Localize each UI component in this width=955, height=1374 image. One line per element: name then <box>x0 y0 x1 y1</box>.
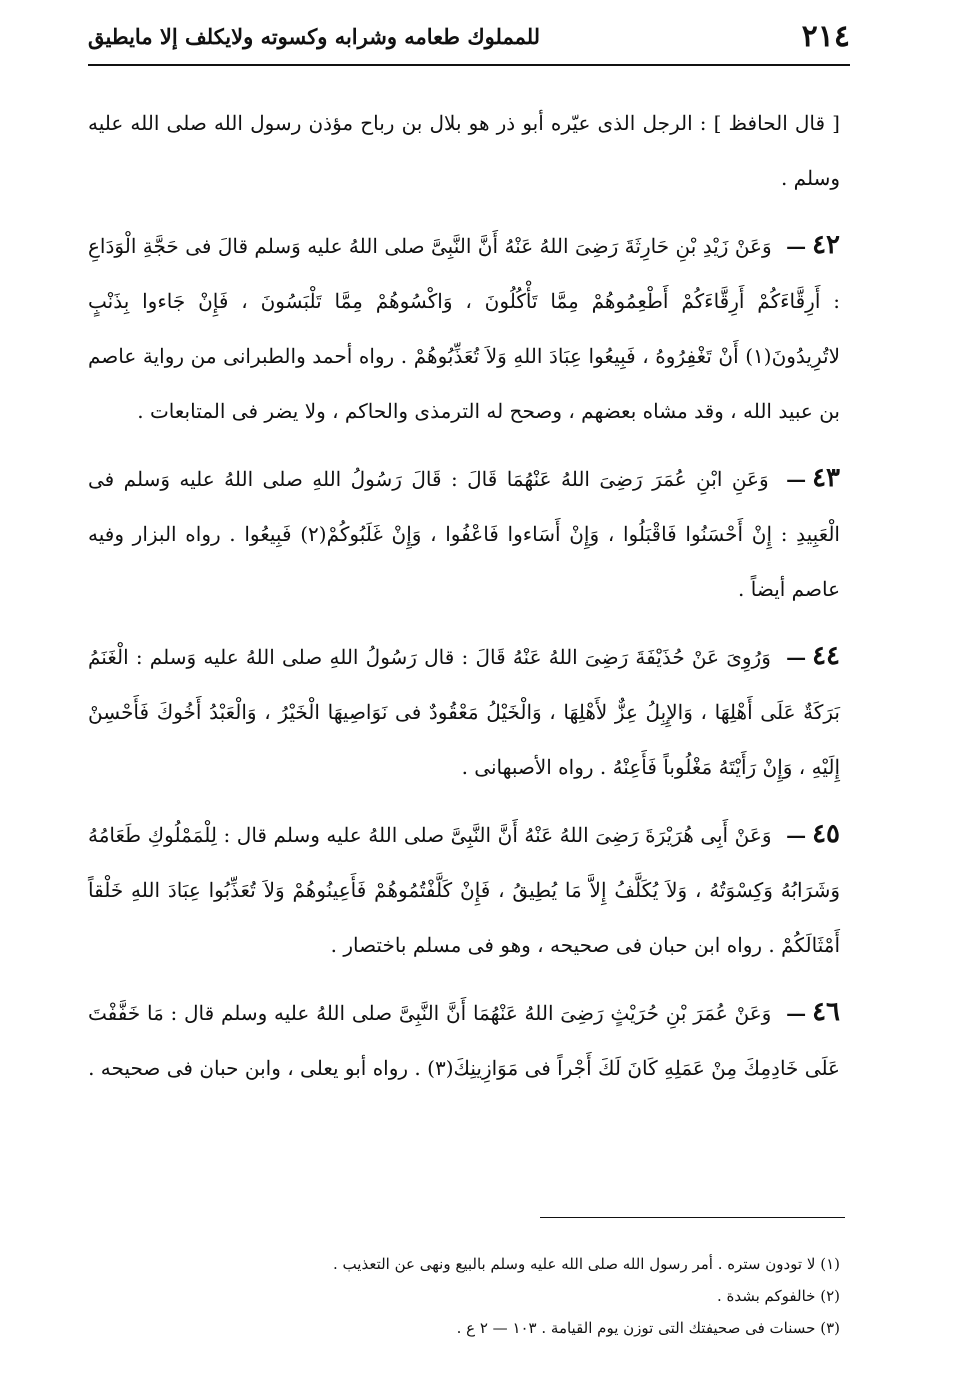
footnote-1 <box>150 1248 840 1280</box>
hadith-number: ٤٢ <box>812 230 841 260</box>
hadith-text: وَعَنْ أَبِى هُرَيْرَةَ رَضِىَ اللهُ عَنْهُ أَنَّ النَّبِىَّ صلى اللهُ عليه وسلم قال : لِلْمَمْلُوكِ طَعَامُهُ وَشَرَابُهُ وَكِسْوَتُهُ ، وَلاَ يُكَلَّفُ إِلاَّ مَا يُطِيقُ ، فَإِنْ كَلَّفْتُمُوهُمْ فَأَعِينُوهُمْ وَلاَ تُعَذِّبُوا عِبَادَ اللهِ خَلْقاً أَمْثَالَكُمْ . رواه ابن حبان فى صحيحه ، وهو فى مسلم باختصار . <box>88 823 840 957</box>
running-title: للمملوك طعامه وشرابه وكسوته ولايكلف إلا مايطيق <box>88 23 541 49</box>
footnote-marker: (٣) <box>820 1319 840 1337</box>
footnote-2 <box>150 1280 840 1312</box>
footnote-text: حسنات فى صحيفتك التى توزن يوم القيامة . ١٠٣ — ٢ ع . <box>456 1319 816 1337</box>
main-text <box>88 96 840 1108</box>
header-rule <box>88 64 850 66</box>
page-number: ٢١٤ <box>801 18 850 54</box>
footnote-marker: (٢) <box>820 1287 840 1305</box>
paragraph-hafiz-note <box>88 96 840 206</box>
footnote-3 <box>150 1312 840 1344</box>
number-dash: — <box>786 234 807 258</box>
hadith-42 <box>88 218 840 439</box>
page-header <box>88 12 850 60</box>
hadith-44 <box>88 629 840 795</box>
hadith-46 <box>88 985 840 1096</box>
footnote-rule <box>540 1217 845 1218</box>
number-dash: — <box>786 1001 807 1025</box>
hadith-text: وَعَنْ عُمَرَ بْنِ حُرَيْثٍ رَضِىَ اللهُ عَنْهُمَا أَنَّ النَّبِىَّ صلى اللهُ عليه وسلم قال : مَا خَفَّفْتَ عَلَى خَادِمِكَ مِنْ عَمَلِهِ كَانَ لَكَ أَجْراً فى مَوَازِينِكَ(٣) . رواه أبو يعلى ، وابن حبان فى صحيحه . <box>88 1001 840 1080</box>
number-dash: — <box>786 823 807 847</box>
footnote-text: خالفوكم بشدة . <box>716 1287 816 1305</box>
hadith-number: ٤٣ <box>812 463 840 493</box>
hadith-number: ٤٤ <box>812 641 841 671</box>
footnote-marker: (١) <box>820 1255 840 1273</box>
footnotes <box>150 1248 840 1344</box>
number-dash: — <box>786 645 807 669</box>
hadith-45 <box>88 807 840 973</box>
hadith-number: ٤٦ <box>812 997 841 1027</box>
hadith-text: وَعَنِ ابْنِ عُمَرَ رَضِىَ اللهُ عَنْهُمَا قَالَ : قَالَ رَسُولُ اللهِ صلى اللهُ عليه وَسلم فى الْعَبِيدِ : إِنْ أَحْسَنُوا فَاقْبَلُوا ، وَإِنْ أَسَاءوا فَاعْفُوا ، وَإِنْ غَلَبُوكُمْ(٢) فَبِيعُوا . رواه البزار وفيه عاصم أيضاً . <box>88 467 840 601</box>
number-dash: — <box>786 467 807 491</box>
footnote-text: لا تودون ستره . أمر رسول الله صلى الله عليه وسلم بالبيع ونهى عن التعذيب . <box>333 1255 816 1273</box>
hadith-text: وَعَنْ زَيْدِ بْنِ حَارِثَةَ رَضِىَ اللهُ عَنْهُ أَنَّ النَّبِىَّ صلى اللهُ عليه وَسلم قالَ فى حَجَّةِ الْوَدَاعِ : أَرِقَّاءَكُمْ أَرِقَّاءَكُمْ أَطْعِمُوهُمْ مِمَّا تَأْكُلُونَ ، وَاكْسُوهُمْ مِمَّا تَلْبَسُونَ ، فَإِنْ جَاءوا بِذَنْبٍ لاتُرِيدُونَ(١) أَنْ تَغْفِرُوهُ ، فَبِيعُوا عِبَادَ اللهِ وَلاَ تُعَذِّبُوهُمْ . رواه أحمد والطبرانى من رواية عاصم بن عبيد الله ، وقد مشاه بعضهم ، وصحح له الترمذى والحاكم ، ولا يضر فى المتابعات . <box>88 234 840 423</box>
paragraph-text: [ قال الحافظ ] : الرجل الذى عيّره أبو ذر هو بلال بن رباح مؤذن رسول الله صلى الله عليه وسلم . <box>88 111 840 190</box>
hadith-43 <box>88 451 840 617</box>
hadith-text: وَرُوِىَ عَنْ حُذَيْفَةَ رَضِىَ اللهُ عَنْهُ قَالَ : قال رَسُولُ اللهِ صلى اللهُ عليه وَسلم : الْغَنَمُ بَرَكَةٌ عَلَى أَهْلِهَا ، وَالإِبِلُ عِزٌّ لأَهْلِهَا ، وَالْخَيْلُ مَعْقُودٌ فى نَوَاصِيهَا الْخَيْرُ ، وَالْعَبْدُ أَخُوكَ فَأَحْسِنْ إِلَيْهِ ، وَإِنْ رَأَيْتَهُ مَغْلُوباً فَأَعِنْهُ . رواه الأصبهانى . <box>88 645 840 779</box>
hadith-number: ٤٥ <box>812 819 840 849</box>
